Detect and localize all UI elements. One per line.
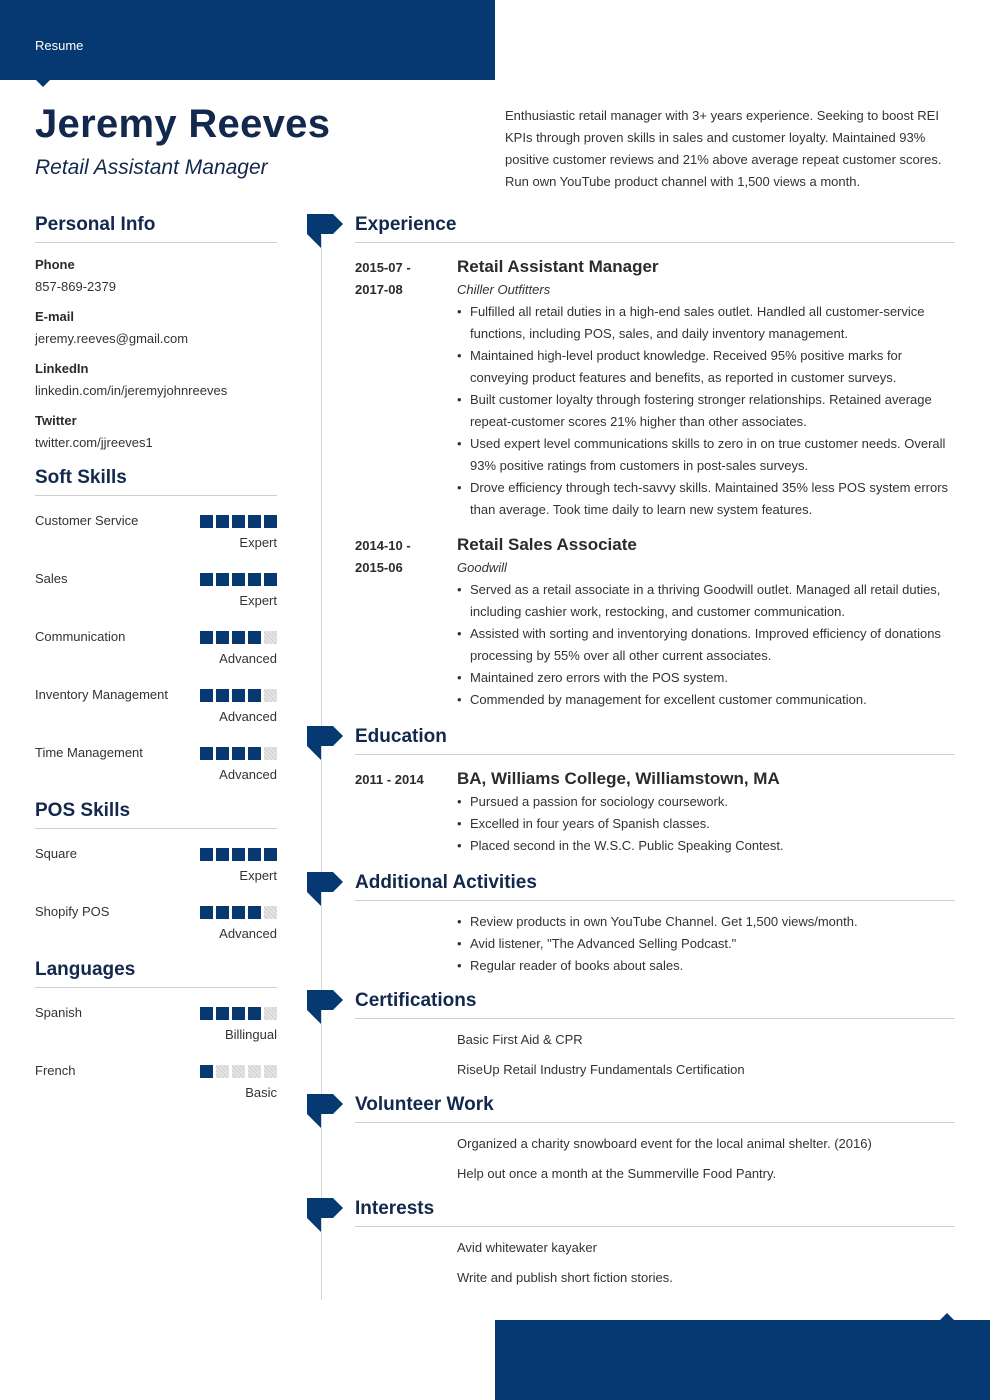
rating-empty-square [264, 1007, 277, 1020]
bullet-item: • Served as a retail associate in a thriving Goodwill outlet. Managed all retail duties, including cashier work, restocking, and customer communication. [457, 579, 955, 623]
entry-title: BA, Williams College, Williamstown, MA [457, 769, 780, 788]
rating-filled-square [264, 573, 277, 586]
skill-row [35, 568, 277, 612]
experience-section [355, 214, 955, 711]
rating-filled-square [216, 1007, 229, 1020]
twitter-value: twitter.com/jjreeves1 [35, 435, 153, 450]
skill-name: Shopify POS [35, 904, 110, 919]
rating-filled-square [248, 573, 261, 586]
rating-filled-square [248, 906, 261, 919]
bullet-item: • Placed second in the W.S.C. Public Speaking Contest. [457, 835, 955, 857]
bullet-item: • Fulfilled all retail duties in a high-end sales outlet. Handled all customer-service functions, including POS, sales, and daily inventory management. [457, 301, 955, 345]
bullet-item: • Pursued a passion for sociology coursework. [457, 791, 955, 813]
rating-filled-square [232, 689, 245, 702]
pos-skills-list [35, 843, 277, 945]
skill-rating [200, 515, 277, 528]
candidate-title: Retail Assistant Manager [35, 156, 268, 179]
rating-filled-square [264, 515, 277, 528]
bullet-item: • Avid listener, "The Advanced Selling Podcast." [457, 933, 955, 955]
banner-notch [36, 80, 50, 87]
rating-filled-square [200, 631, 213, 644]
entry-bullets [457, 791, 955, 857]
rating-filled-square [232, 1007, 245, 1020]
education-entry [355, 767, 955, 857]
rating-filled-square [200, 1007, 213, 1020]
soft-skills-list [35, 510, 277, 786]
activities-section [355, 872, 955, 977]
bullet-item: • Maintained zero errors with the POS system. [457, 667, 955, 689]
skill-level: Advanced [219, 767, 277, 782]
entry-date: 2014-10 - 2015-06 [355, 538, 411, 575]
skill-level: Expert [239, 535, 277, 550]
skill-row [35, 901, 277, 945]
skill-level: Billingual [224, 1027, 277, 1042]
twitter-label: Twitter [35, 413, 77, 428]
entry-date: 2015-07 - 2017-08 [355, 260, 411, 297]
entry-title: Retail Sales Associate [457, 535, 637, 554]
languages-list [35, 1002, 277, 1104]
left-column [35, 214, 277, 1104]
timeline-line [321, 236, 322, 1300]
skill-rating [200, 689, 277, 702]
section-flag-icon [307, 1198, 343, 1234]
rating-filled-square [232, 848, 245, 861]
rating-empty-square [264, 631, 277, 644]
skill-name: Square [35, 846, 77, 861]
interests-list [457, 1237, 955, 1289]
skill-row [35, 843, 277, 887]
certifications-list [457, 1029, 955, 1081]
skill-level: Advanced [219, 926, 277, 941]
skill-row [35, 742, 277, 786]
personal-info-heading: Personal Info [35, 214, 277, 243]
bullet-item: • Maintained high-level product knowledge. Received 95% positive marks for conveying product features and benefits, as reported in customer surveys. [457, 345, 955, 389]
list-item: Help out once a month at the Summerville Food Pantry. [457, 1166, 777, 1181]
volunteer-section [355, 1094, 955, 1185]
section-flag-icon [307, 214, 343, 250]
skill-name: French [35, 1063, 76, 1078]
skill-level: Expert [239, 868, 277, 883]
email-value: jeremy.reeves@gmail.com [35, 331, 189, 346]
rating-empty-square [264, 747, 277, 760]
list-item: Organized a charity snowboard event for the local animal shelter. (2016) [457, 1136, 872, 1151]
rating-filled-square [200, 515, 213, 528]
linkedin-label: LinkedIn [35, 361, 89, 376]
phone-value: 857-869-2379 [35, 279, 116, 294]
rating-filled-square [200, 573, 213, 586]
list-item: Basic First Aid & CPR [457, 1032, 583, 1047]
skill-name: Spanish [35, 1005, 82, 1020]
skill-row [35, 1060, 277, 1104]
header-banner [0, 0, 495, 80]
rating-filled-square [200, 689, 213, 702]
bullet-item: • Excelled in four years of Spanish classes. [457, 813, 955, 835]
section-flag-icon [307, 1094, 343, 1130]
rating-filled-square [216, 906, 229, 919]
list-item: Write and publish short fiction stories. [457, 1270, 673, 1285]
rating-filled-square [216, 573, 229, 586]
phone-label: Phone [35, 257, 75, 272]
skill-level: Expert [239, 593, 277, 608]
experience-heading: Experience [355, 214, 955, 243]
experience-entry [355, 255, 955, 521]
bullet-item: • Review products in own YouTube Channel. Get 1,500 views/month. [457, 911, 955, 933]
bullet-item: • Drove efficiency through tech-savvy skills. Maintained 35% less POS system errors than average. Took time daily to learn new system features. [457, 477, 955, 521]
rating-empty-square [216, 1065, 229, 1078]
rating-filled-square [248, 631, 261, 644]
rating-filled-square [200, 1065, 213, 1078]
rating-filled-square [232, 906, 245, 919]
skill-name: Inventory Management [35, 687, 168, 702]
linkedin-value: linkedin.com/in/jeremyjohnreeves [35, 383, 228, 398]
personal-info-list [35, 257, 277, 451]
certifications-section [355, 990, 955, 1081]
rating-filled-square [248, 1007, 261, 1020]
section-flag-icon [307, 872, 343, 908]
rating-filled-square [248, 515, 261, 528]
rating-filled-square [232, 573, 245, 586]
activities-bullets [457, 911, 955, 977]
entry-date: 2011 - 2014 [355, 772, 424, 787]
list-item: Avid whitewater kayaker [457, 1240, 597, 1255]
experience-entry [355, 533, 955, 711]
certifications-heading: Certifications [355, 990, 955, 1019]
skill-rating [200, 848, 277, 861]
soft-skills-heading: Soft Skills [35, 467, 277, 496]
skill-rating [200, 747, 277, 760]
volunteer-list [457, 1133, 955, 1185]
list-item: RiseUp Retail Industry Fundamentals Certification [457, 1062, 745, 1077]
skill-name: Time Management [35, 745, 143, 760]
skill-row [35, 1002, 277, 1046]
rating-empty-square [248, 1065, 261, 1078]
bullet-item: • Used expert level communications skills to zero in on true customer needs. Overall 93% positive ratings from customers in post-sales surveys. [457, 433, 955, 477]
skill-rating [200, 1065, 277, 1078]
rating-filled-square [216, 848, 229, 861]
entry-title: Retail Assistant Manager [457, 257, 659, 276]
entry-company: Chiller Outfitters [457, 282, 551, 297]
education-heading: Education [355, 726, 955, 755]
rating-filled-square [264, 848, 277, 861]
rating-filled-square [216, 631, 229, 644]
bullet-item: • Commended by management for excellent customer communication. [457, 689, 955, 711]
skill-row [35, 510, 277, 554]
bullet-item: • Regular reader of books about sales. [457, 955, 955, 977]
bullet-item: • Assisted with sorting and inventorying donations. Improved efficiency of donations processing by 55% over all other current associates. [457, 623, 955, 667]
rating-empty-square [264, 689, 277, 702]
section-flag-icon [307, 726, 343, 762]
entry-company: Goodwill [457, 560, 507, 575]
skill-row [35, 684, 277, 728]
interests-section [355, 1198, 955, 1289]
footer-banner [495, 1320, 990, 1400]
skill-name: Communication [35, 629, 126, 644]
entry-bullets [457, 301, 955, 521]
section-flag-icon [307, 990, 343, 1026]
email-label: E-mail [35, 309, 75, 324]
rating-filled-square [232, 747, 245, 760]
summary-paragraph: Enthusiastic retail manager with 3+ years experience. Seeking to boost REI KPIs through proven skills in sales and customer loyalty. Maintained 93% positive customer reviews and 21% above average repeat customer scores. Run own YouTube product channel with 1,500 views a month. [505, 108, 942, 189]
interests-heading: Interests [355, 1198, 955, 1227]
skill-name: Customer Service [35, 513, 139, 528]
bullet-item: • Built customer loyalty through fostering stronger relationships. Retained average repeat-customer scores 21% higher than other associates. [457, 389, 955, 433]
skill-rating [200, 631, 277, 644]
rating-filled-square [216, 515, 229, 528]
volunteer-heading: Volunteer Work [355, 1094, 955, 1123]
skill-level: Basic [245, 1085, 277, 1100]
rating-filled-square [200, 906, 213, 919]
rating-filled-square [216, 689, 229, 702]
rating-filled-square [248, 848, 261, 861]
rating-filled-square [232, 515, 245, 528]
skill-level: Advanced [219, 709, 277, 724]
candidate-name: Jeremy Reeves [35, 102, 331, 146]
rating-filled-square [200, 747, 213, 760]
skill-rating [200, 573, 277, 586]
entry-bullets [457, 579, 955, 711]
education-section [355, 726, 955, 857]
banner-notch [940, 1313, 954, 1320]
languages-heading: Languages [35, 959, 277, 988]
skill-rating [200, 906, 277, 919]
rating-empty-square [264, 906, 277, 919]
rating-filled-square [248, 747, 261, 760]
rating-filled-square [232, 631, 245, 644]
rating-empty-square [264, 1065, 277, 1078]
activities-heading: Additional Activities [355, 872, 955, 901]
pos-skills-heading: POS Skills [35, 800, 277, 829]
skill-row [35, 626, 277, 670]
skill-rating [200, 1007, 277, 1020]
resume-tab-label: Resume [35, 38, 84, 53]
rating-filled-square [248, 689, 261, 702]
rating-filled-square [200, 848, 213, 861]
skill-level: Advanced [219, 651, 277, 666]
rating-filled-square [216, 747, 229, 760]
rating-empty-square [232, 1065, 245, 1078]
skill-name: Sales [35, 571, 68, 586]
